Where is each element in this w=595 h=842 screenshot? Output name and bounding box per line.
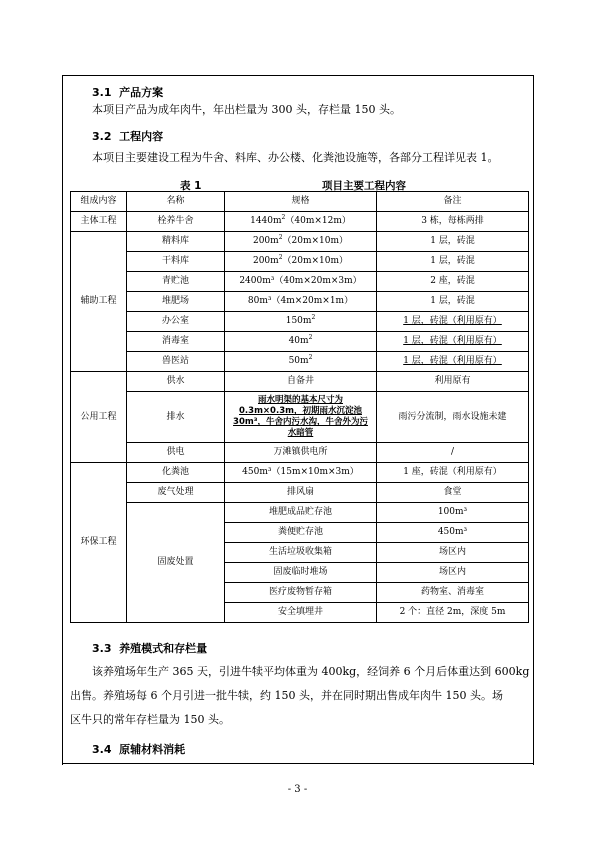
spec-cell: 万滩镇供电所	[225, 443, 377, 463]
spec-cell: $50m^2$	[225, 352, 377, 372]
name-cell: 办公室	[127, 312, 225, 332]
table-caption-number: 表 1	[180, 180, 202, 192]
section-number: 3.4	[92, 743, 112, 756]
page-number: - 3 -	[287, 784, 308, 795]
table-row	[71, 312, 529, 332]
note-cell: /	[377, 443, 529, 463]
table-row	[71, 212, 529, 232]
note-cell: 1 层，砖混	[377, 292, 529, 312]
section-title: 工程内容	[119, 130, 164, 143]
table-row	[71, 292, 529, 312]
section-3-1-heading	[92, 84, 163, 100]
name-cell: 固废处置	[127, 503, 225, 623]
section-number: 3.1	[92, 86, 112, 99]
note-cell: 1 层，砖混	[377, 252, 529, 272]
table-caption-title: 项目主要工程内容	[322, 180, 406, 192]
table-header-row	[71, 192, 529, 212]
group-cell: 公用工程	[71, 372, 127, 463]
section-title: 养殖模式和存栏量	[119, 642, 208, 655]
name-cell: 精料库	[127, 232, 225, 252]
paragraph: 该养殖场年生产 365 天，引进牛犊平均体重为 400kg，经饲养 6 个月后体重达到 600kg	[92, 665, 530, 678]
spec-cell: 2400m³（40m×20m×3m）	[225, 272, 377, 292]
name-cell: 消毒室	[127, 332, 225, 352]
paragraph: 区牛只的常年存栏量为 150 头。	[70, 713, 230, 726]
note-cell: 食堂	[377, 483, 529, 503]
spec-cell: $1440m^2(40m\times 12m)$	[225, 212, 377, 232]
spec-cell: $40m^2$	[225, 332, 377, 352]
project-table	[70, 191, 529, 623]
header-cell: 组成内容	[71, 192, 127, 212]
note-cell: 1 层，砖混（利用原有）	[377, 312, 529, 332]
spec-cell: 固废临时堆场	[225, 563, 377, 583]
table-row	[71, 463, 529, 483]
name-cell: 干料库	[127, 252, 225, 272]
section-3-3-heading	[92, 640, 207, 656]
header-cell: 规格	[225, 192, 377, 212]
section-title: 产品方案	[119, 86, 164, 99]
table-row	[71, 332, 529, 352]
header-cell: 备注	[377, 192, 529, 212]
name-cell: 排水	[127, 392, 225, 443]
spec-cell: 雨水明渠的基本尺寸为0.3m×0.3m，初期雨水沉淀池30m³，牛舍内污水沟，牛舍外为污水暗管	[225, 392, 377, 443]
table-row	[71, 443, 529, 463]
header-cell: 名称	[127, 192, 225, 212]
note-cell: 1 座，砖混（利用原有）	[377, 463, 529, 483]
group-cell: 主体工程	[71, 212, 127, 232]
note-cell: 3 栋，每栋两排	[377, 212, 529, 232]
note-cell: 药物室、消毒室	[377, 583, 529, 603]
table-row	[71, 392, 529, 443]
frame-bottom-line	[62, 763, 534, 764]
table-row	[71, 232, 529, 252]
table-row	[71, 503, 529, 523]
group-cell: 环保工程	[71, 463, 127, 623]
spec-cell: 安全填埋井	[225, 603, 377, 623]
spec-cell: 450m³（15m×10m×3m）	[225, 463, 377, 483]
name-cell: 青贮池	[127, 272, 225, 292]
note-cell: 2 个：直径 2m，深度 5m	[377, 603, 529, 623]
table-row	[71, 272, 529, 292]
paragraph: 本项目产品为成年肉牛，年出栏量为 300 头，存栏量 150 头。	[92, 103, 401, 116]
note-cell: 利用原有	[377, 372, 529, 392]
paragraph: 出售。养殖场每 6 个月引进一批牛犊，约 150 头，并在同时期出售成年肉牛 150 头。场	[70, 689, 503, 702]
table-row	[71, 372, 529, 392]
spec-cell: 80m³（4m×20m×1m）	[225, 292, 377, 312]
group-cell: 辅助工程	[71, 232, 127, 372]
note-cell: 2 座，砖混	[377, 272, 529, 292]
spec-cell: $150m^2$	[225, 312, 377, 332]
note-cell: 450m³	[377, 523, 529, 543]
name-cell: 化粪池	[127, 463, 225, 483]
spec-cell: $200m^2(20m\times 10m)$	[225, 232, 377, 252]
note-cell: 1 层，砖混（利用原有）	[377, 352, 529, 372]
table-row	[71, 483, 529, 503]
name-cell: 栓养牛舍	[127, 212, 225, 232]
section-number: 3.3	[92, 642, 112, 655]
name-cell: 兽医站	[127, 352, 225, 372]
section-number: 3.2	[92, 130, 112, 143]
spec-cell: 排风扇	[225, 483, 377, 503]
note-cell: 1 层，砖混（利用原有）	[377, 332, 529, 352]
note-cell: 1 层，砖混	[377, 232, 529, 252]
spec-cell: 自备井	[225, 372, 377, 392]
table-row	[71, 252, 529, 272]
table-row	[71, 352, 529, 372]
spec-cell: 堆肥成品贮存池	[225, 503, 377, 523]
name-cell: 废气处理	[127, 483, 225, 503]
note-cell: 场区内	[377, 543, 529, 563]
section-3-4-heading	[92, 741, 185, 757]
note-cell: 场区内	[377, 563, 529, 583]
name-cell: 供电	[127, 443, 225, 463]
section-3-2-heading	[92, 128, 163, 144]
note-cell: 雨污分流制，雨水设施未建	[377, 392, 529, 443]
name-cell: 供水	[127, 372, 225, 392]
spec-cell: 医疗废物暂存箱	[225, 583, 377, 603]
name-cell: 堆肥场	[127, 292, 225, 312]
spec-cell: 粪便贮存池	[225, 523, 377, 543]
spec-cell: 生活垃圾收集箱	[225, 543, 377, 563]
note-cell: 100m³	[377, 503, 529, 523]
paragraph: 本项目主要建设工程为牛舍、料库、办公楼、化粪池设施等，各部分工程详见表 1。	[92, 151, 499, 164]
spec-cell: $200m^2(20m\times 10m)$	[225, 252, 377, 272]
section-title: 原辅材料消耗	[119, 743, 186, 756]
